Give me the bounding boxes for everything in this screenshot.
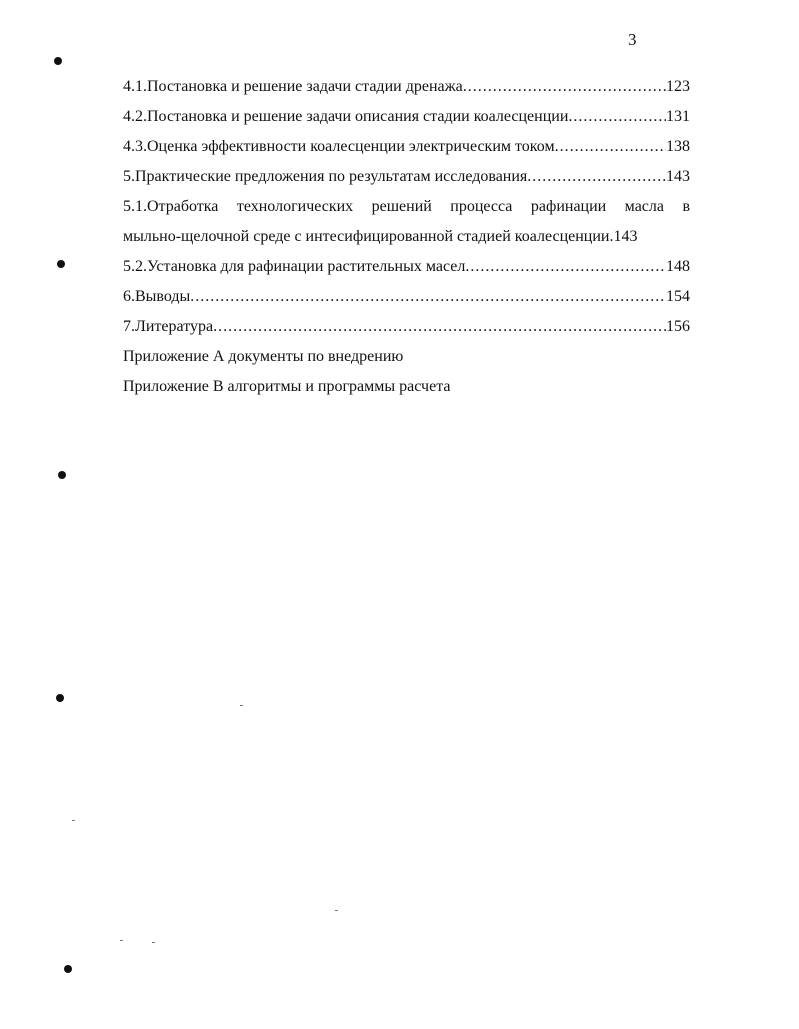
toc-entry-5 xyxy=(123,162,690,192)
dot-leader xyxy=(568,102,666,132)
dot-leader xyxy=(465,252,666,282)
toc-entry-4-2 xyxy=(123,102,690,132)
toc-entry-title: мыльно-щелочной среде с интесифицированной стадией коалесценции. xyxy=(123,228,614,245)
toc-entry-4-1 xyxy=(123,72,690,102)
table-of-contents xyxy=(123,72,690,402)
toc-entry-title: 4.2.Постановка и решение задачи описания стадии коалесценции xyxy=(123,108,569,125)
appendix-b: Приложение В алгоритмы и программы расчета xyxy=(123,378,451,395)
toc-entry-5-2 xyxy=(123,252,690,282)
toc-entry-page: 156 xyxy=(666,318,690,335)
scan-speck xyxy=(152,942,155,943)
toc-entry-title: 5.2.Установка для рафинации растительных масел xyxy=(123,258,466,275)
toc-entry-5-1-line1: 5.1.Отработка технологических решений процесса рафинации масла в xyxy=(123,198,690,215)
toc-entry-title: 4.1.Постановка и решение задачи стадии дренажа xyxy=(123,78,463,95)
toc-entry-6 xyxy=(123,282,690,312)
dot-leader xyxy=(213,312,666,342)
dot-leader xyxy=(190,282,666,312)
scan-speck xyxy=(72,820,75,821)
toc-entry-page: 143 xyxy=(613,228,638,245)
toc-entry-page: 138 xyxy=(666,138,690,155)
binding-hole xyxy=(57,260,65,268)
dot-leader xyxy=(463,72,666,102)
dot-leader xyxy=(555,132,666,162)
scan-speck xyxy=(120,940,123,941)
appendix-a: Приложение А документы по внедрению xyxy=(123,348,404,365)
scan-speck xyxy=(240,705,243,706)
toc-entry-page: 131 xyxy=(666,108,690,125)
toc-entry-title: 7.Литература xyxy=(123,318,214,335)
scan-speck xyxy=(335,910,338,911)
toc-entry-title: 4.3.Оценка эффективности коалесценции электрическим током xyxy=(123,138,555,155)
binding-hole xyxy=(64,965,72,973)
toc-entry-title: 5.Практические предложения по результатам исследования xyxy=(123,168,528,185)
toc-entry-title: 6.Выводы xyxy=(123,288,191,305)
binding-hole xyxy=(56,694,64,702)
toc-entry-page: 123 xyxy=(666,78,690,95)
dot-leader xyxy=(527,162,666,192)
toc-entry-5-1-line2 xyxy=(123,222,690,252)
toc-entry-4-3 xyxy=(123,132,690,162)
page-number: 3 xyxy=(628,30,637,49)
binding-hole xyxy=(58,471,66,479)
toc-entry-page: 143 xyxy=(666,168,690,185)
toc-entry-7 xyxy=(123,312,690,342)
toc-entry-page: 148 xyxy=(666,258,690,275)
binding-hole xyxy=(54,57,62,65)
toc-entry-page: 154 xyxy=(666,288,690,305)
